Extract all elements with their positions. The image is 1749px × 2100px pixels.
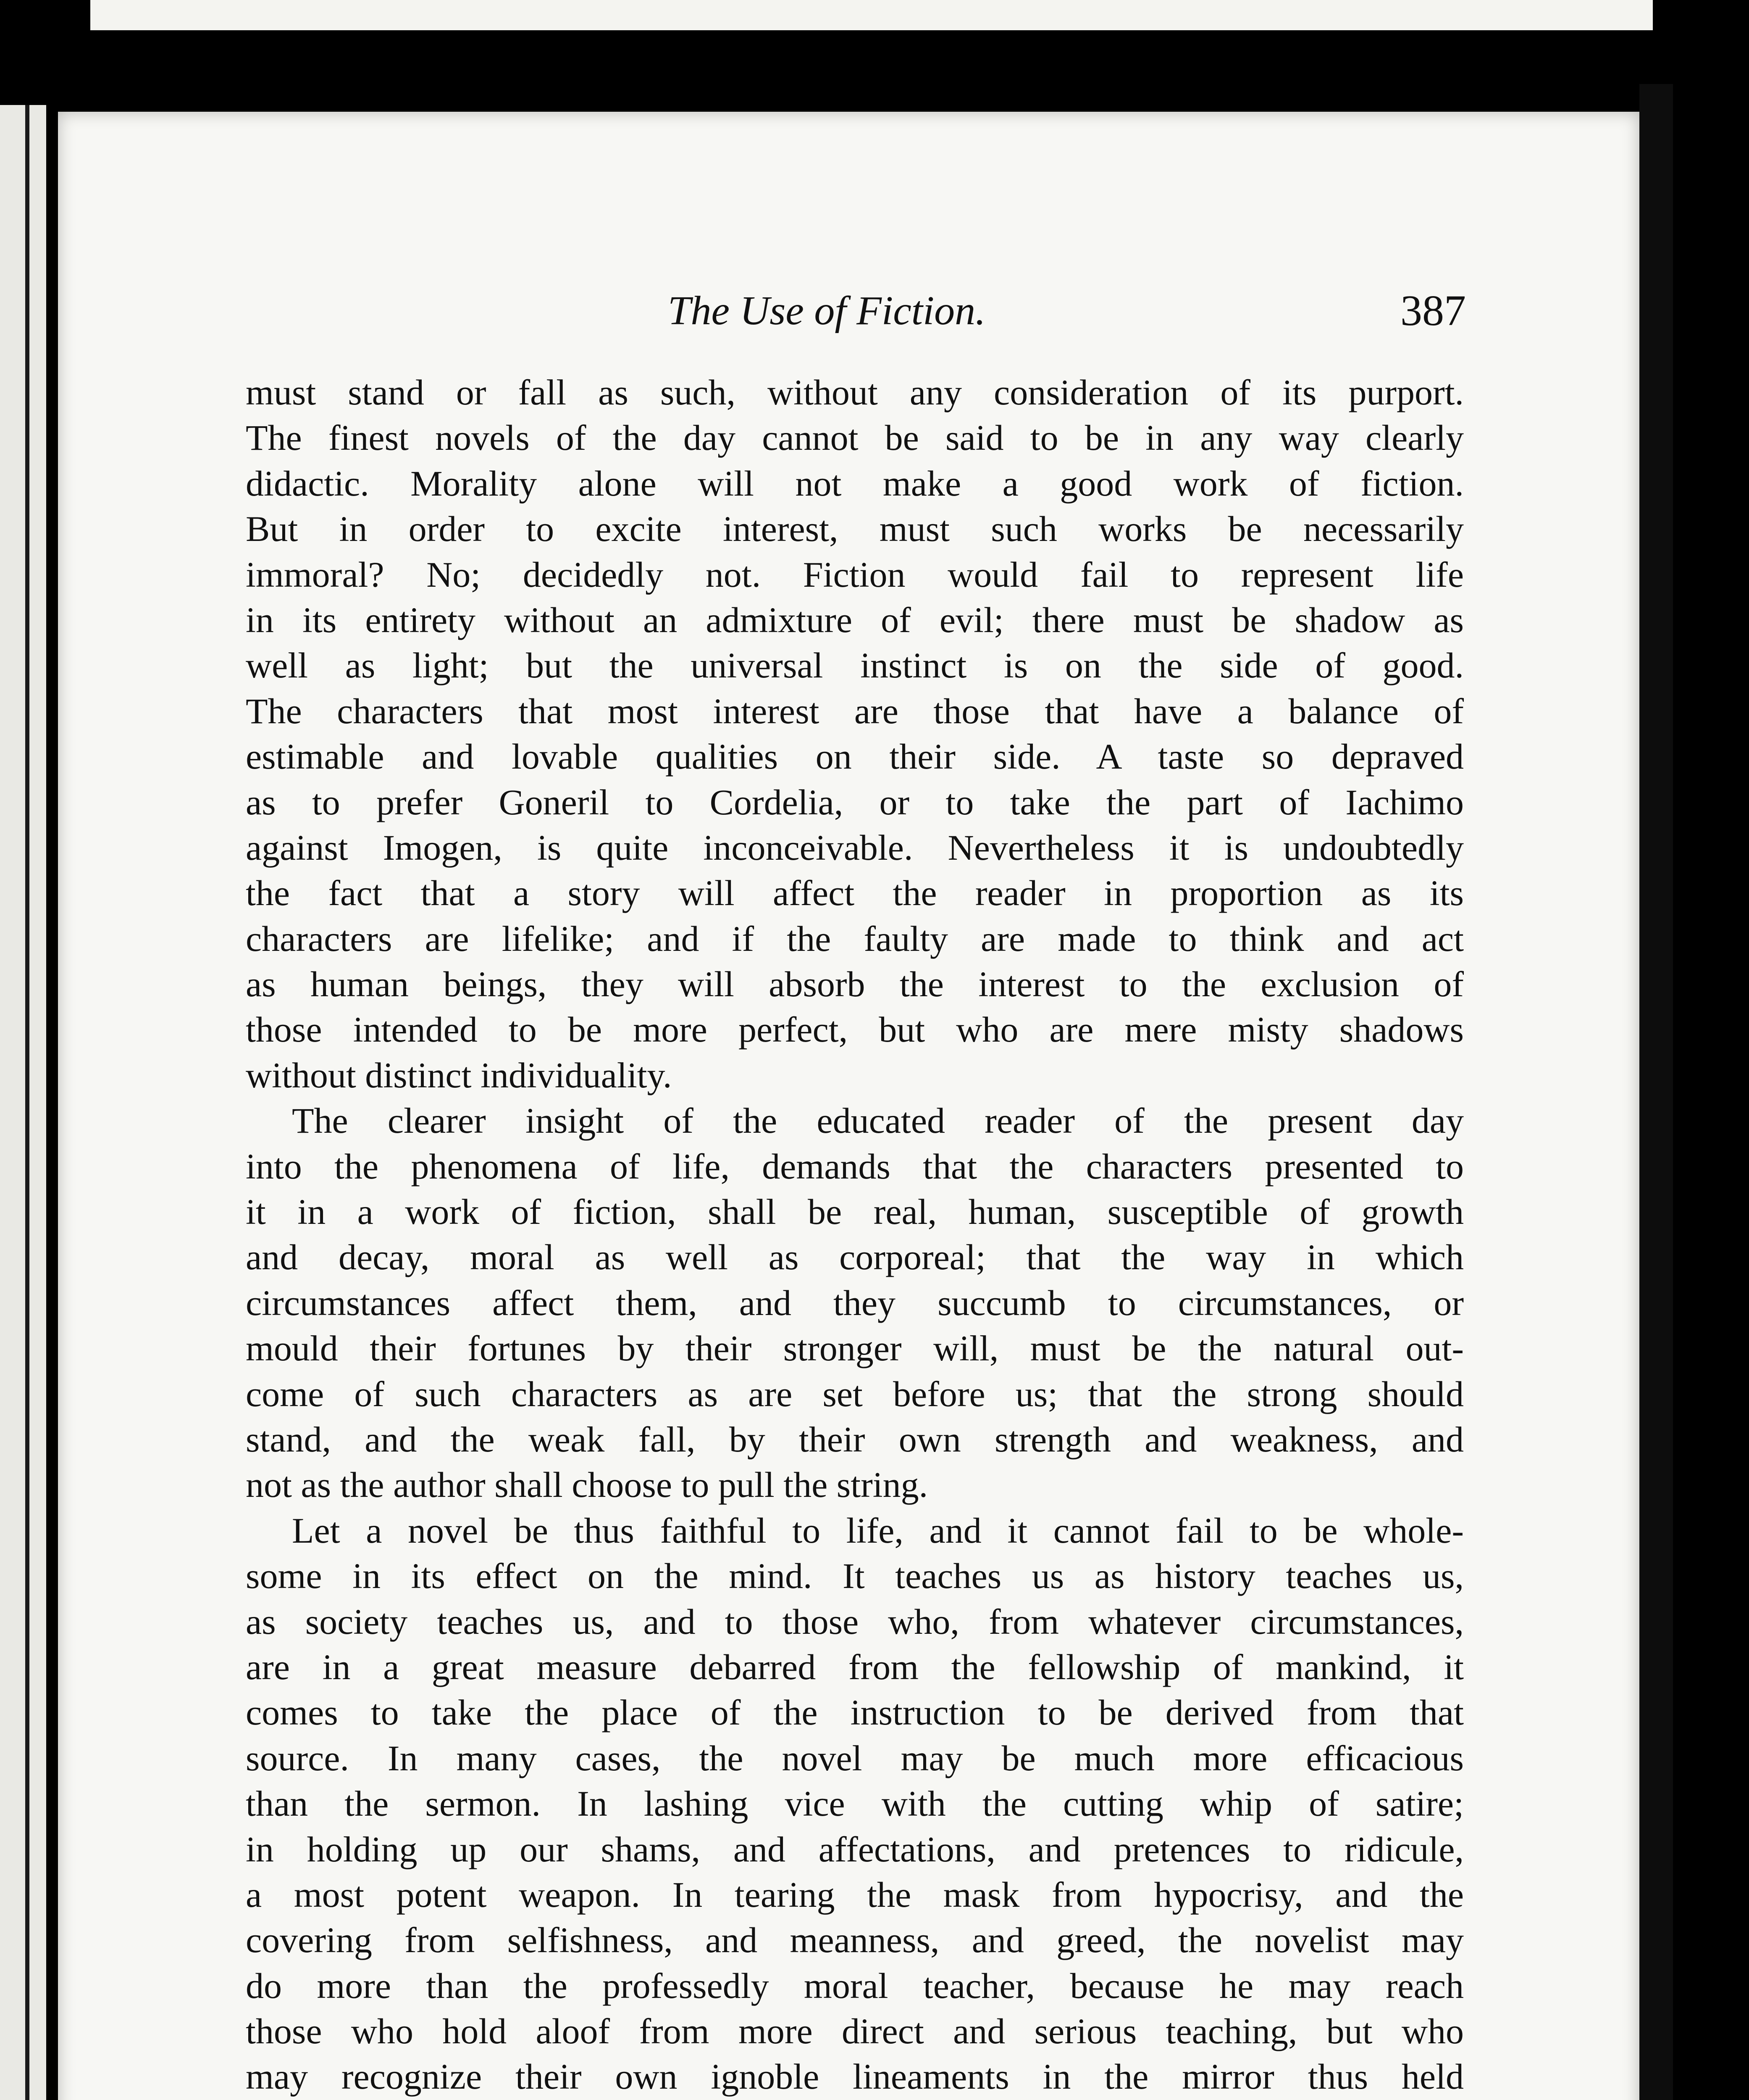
text-line: estimable and lovable qualities on their side. A taste so depraved: [246, 736, 1464, 777]
text-line: than the sermon. In lashing vice with the cutting whip of satire;: [246, 1783, 1464, 1824]
previous-page-edge: [90, 0, 1653, 30]
text-line: as society teaches us, and to those who, from whatever circumstances,: [246, 1601, 1464, 1642]
text-line: But in order to excite interest, must such works be necessarily: [246, 509, 1464, 549]
book-spine-line: [25, 105, 29, 2100]
text-line: source. In many cases, the novel may be much more efficacious: [246, 1738, 1464, 1778]
text-line: must stand or fall as such, without any consideration of its purport.: [246, 372, 1464, 412]
text-line: well as light; but the universal instinct is on the side of good.: [246, 645, 1464, 686]
text-line: without distinct individuality.: [246, 1055, 672, 1095]
text-line: and decay, moral as well as corporeal; that the way in which: [246, 1237, 1464, 1278]
text-line: into the phenomena of life, demands that the characters presented to: [246, 1146, 1464, 1186]
text-line: in holding up our shams, and affectations, and pretences to ridicule,: [246, 1829, 1464, 1869]
text-line: covering from selfishness, and meanness, and greed, the novelist may: [246, 1920, 1464, 1961]
page-header: [613, 277, 1466, 349]
body-text: [246, 370, 1464, 2100]
book-left-edge: [0, 105, 46, 2100]
text-line: The characters that most interest are those that have a balance of: [246, 690, 1464, 731]
text-line: a most potent weapon. In tearing the mask from hypocrisy, and the: [246, 1874, 1464, 1915]
text-line: Let a novel be thus faithful to life, and it cannot fail to be whole-: [292, 1510, 1464, 1551]
text-line: not as the author shall choose to pull the string.: [246, 1465, 928, 1505]
running-title: The Use of Fiction.: [668, 288, 986, 333]
text-line: do more than the professedly moral teacher, because he may reach: [246, 1965, 1464, 2006]
text-line: those intended to be more perfect, but who are mere misty shadows: [246, 1009, 1464, 1050]
text-line: as to prefer Goneril to Cordelia, or to take the part of Iachimo: [246, 782, 1464, 822]
text-line: in its entirety without an admixture of evil; there must be shadow as: [246, 599, 1464, 640]
page-number: 387: [1400, 286, 1466, 335]
book-right-edge: [1639, 84, 1673, 2100]
text-line: characters are lifelike; and if the faulty are made to think and act: [246, 918, 1464, 959]
text-line: the fact that a story will affect the reader in proportion as its: [246, 873, 1464, 914]
text-line: didactic. Morality alone will not make a good work of fiction.: [246, 463, 1464, 504]
text-line: those who hold aloof from more direct and serious teaching, but who: [246, 2011, 1464, 2052]
text-line: mould their fortunes by their stronger will, must be the natural out-: [246, 1328, 1464, 1369]
text-line: immoral? No; decidedly not. Fiction would fail to represent life: [246, 554, 1464, 595]
text-line: come of such characters as are set before us; that the strong should: [246, 1373, 1464, 1414]
text-line: The clearer insight of the educated reader of the present day: [292, 1100, 1464, 1141]
text-line: may recognize their own ignoble lineaments in the mirror thus held: [246, 2056, 1464, 2097]
text-line: circumstances affect them, and they succumb to circumstances, or: [246, 1282, 1464, 1323]
text-line: some in its effect on the mind. It teaches us as history teaches us,: [246, 1556, 1464, 1596]
text-line: The finest novels of the day cannot be said to be in any way clearly: [246, 417, 1464, 458]
text-line: are in a great measure debarred from the fellowship of mankind, it: [246, 1646, 1464, 1687]
text-line: against Imogen, is quite inconceivable. Nevertheless it is undoubtedly: [246, 827, 1464, 868]
text-line: as human beings, they will absorb the interest to the exclusion of: [246, 964, 1464, 1005]
text-line: it in a work of fiction, shall be real, human, susceptible of growth: [246, 1192, 1464, 1232]
text-line: stand, and the weak fall, by their own strength and weakness, and: [246, 1419, 1464, 1460]
text-line: comes to take the place of the instruction to be derived from that: [246, 1692, 1464, 1733]
